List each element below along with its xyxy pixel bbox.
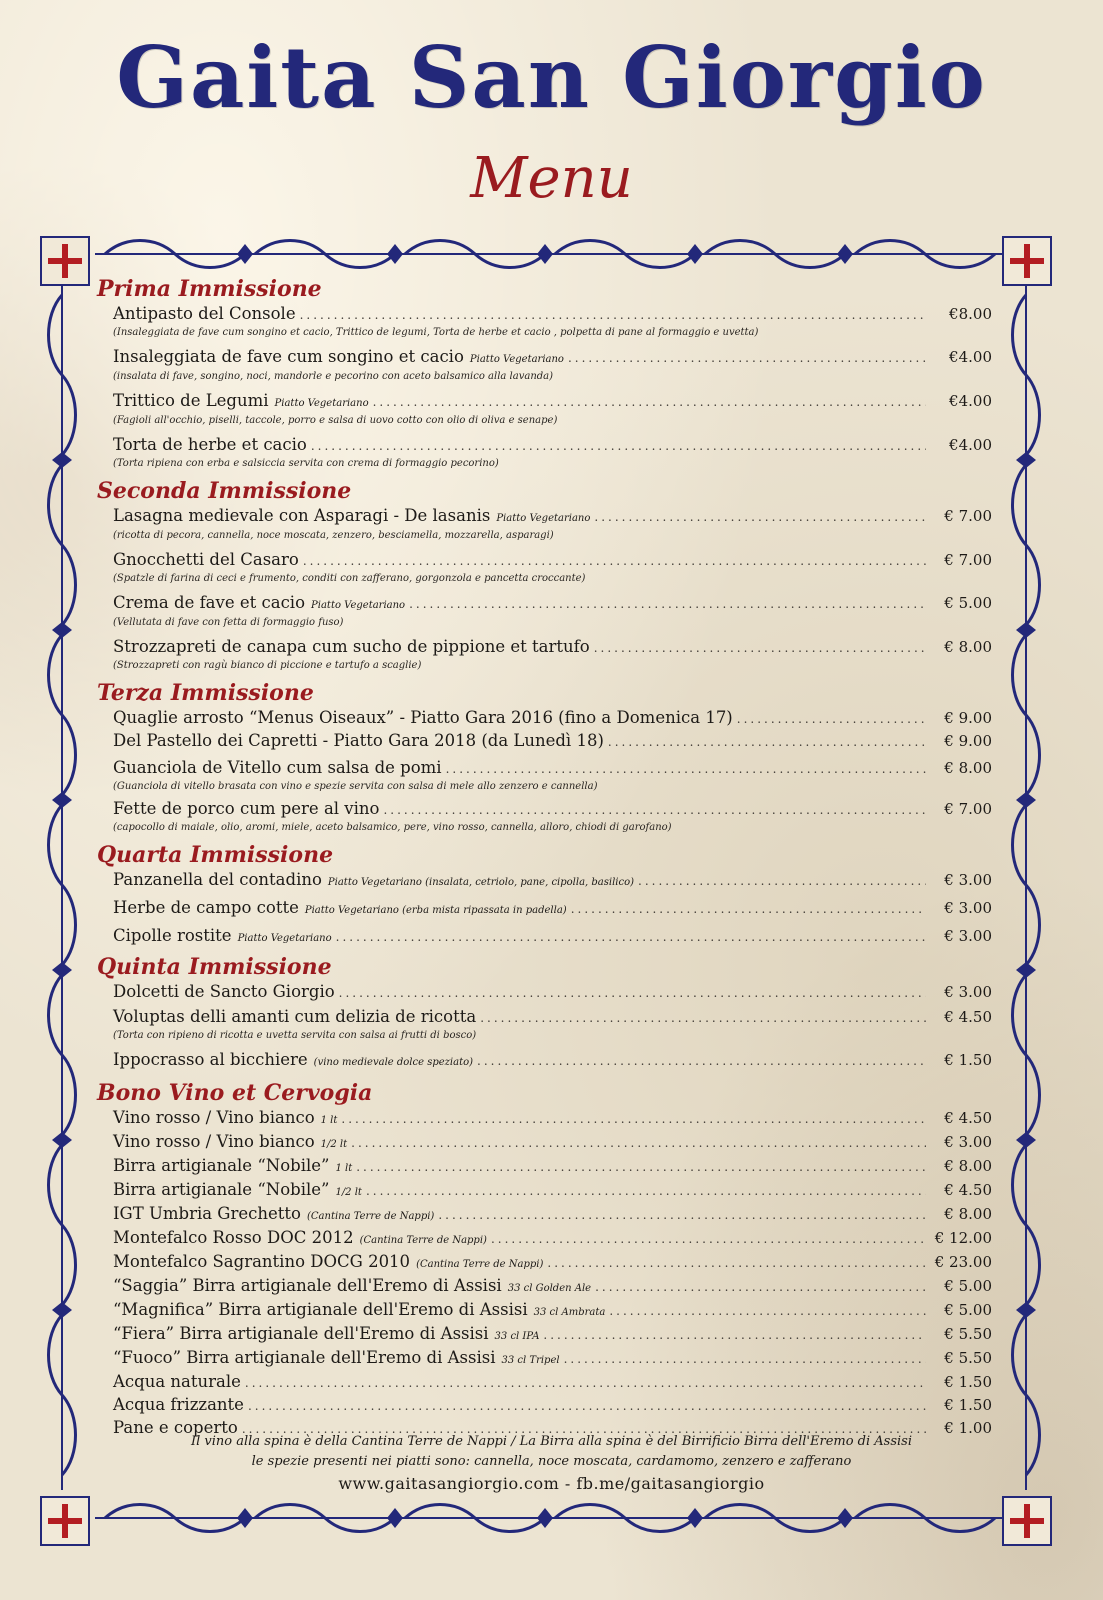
item-name: Pane e coperto: [113, 1418, 238, 1437]
item-price: € 3.00: [944, 899, 992, 917]
item-price: € 7.00: [944, 551, 992, 569]
item-price: € 8.00: [944, 1205, 992, 1223]
item-price: € 8.00: [944, 638, 992, 656]
item-name: Gnocchetti del Casaro: [113, 550, 299, 569]
item-name: Panzanella del contadino: [113, 870, 322, 889]
menu-section: [97, 953, 992, 1073]
item-name: Crema de fave et cacio: [113, 593, 306, 612]
dot-leader: [339, 983, 926, 1004]
menu-section: [97, 1079, 992, 1440]
item-name: Vino rosso / Vino bianco: [113, 1108, 315, 1127]
dot-leader: [609, 1301, 926, 1322]
item-price: € 8.00: [944, 759, 992, 777]
menu-item: [97, 869, 992, 893]
dot-leader: [480, 1008, 926, 1029]
item-name: Torta de herbe et cacio: [113, 435, 307, 454]
item-price: € 5.50: [944, 1349, 992, 1367]
bottom-ornament: [95, 1496, 1007, 1540]
cross-icon-bottom-right: [1002, 1496, 1052, 1546]
dot-leader: [594, 638, 926, 659]
menu-item: [97, 1107, 992, 1131]
menu-content: [97, 275, 992, 1440]
dot-leader: [564, 1349, 926, 1370]
item-note: 33 cl Golden Ale: [507, 1283, 592, 1294]
section-title: Bono Vino et Cervogia: [97, 1080, 373, 1106]
menu-item: [97, 1347, 992, 1371]
item-note: (vino medievale dolce speziato): [313, 1057, 474, 1068]
item-price: €4.00: [949, 436, 992, 454]
dot-leader: [568, 348, 926, 369]
dot-leader: [438, 1205, 926, 1226]
dot-leader: [491, 1229, 926, 1250]
item-price: € 3.00: [944, 927, 992, 945]
top-ornament: [95, 232, 1007, 276]
item-name: Voluptas delli amanti cum delizia de ricotta: [113, 1007, 477, 1026]
item-price: € 12.00: [934, 1229, 992, 1247]
item-name: Del Pastello dei Capretti - Piatto Gara 2018 (da Lunedì 18): [113, 731, 604, 750]
item-description: (Guanciola di vitello brasata con vino e spezie servita con salsa di mele allo zenzero e cannella): [113, 781, 598, 792]
menu-item: [97, 925, 992, 949]
item-name: IGT Umbria Grechetto: [113, 1204, 301, 1223]
item-name: Strozzapreti de canapa cum sucho de pippione et tartufo: [113, 637, 590, 656]
menu-item: [97, 1371, 992, 1394]
section-title: Terza Immissione: [97, 680, 314, 706]
item-note: Piatto Vegetariano: [311, 600, 406, 611]
item-name: Birra artigianale “Nobile”: [113, 1156, 330, 1175]
menu-item: [97, 1251, 992, 1275]
item-name: Ippocrasso al bicchiere: [113, 1050, 308, 1069]
item-note: 33 cl Ambrata: [533, 1307, 606, 1318]
menu-item: [97, 1394, 992, 1417]
menu-item: [97, 730, 992, 753]
menu-item: [97, 390, 992, 428]
item-description: (ricotta di pecora, cannella, noce moscata, zenzero, besciamella, mozzarella, asparagi): [113, 530, 554, 541]
item-name: Insaleggiata de fave cum songino et cacio: [113, 347, 464, 366]
item-note: 1/2 lt: [320, 1139, 348, 1150]
dot-leader: [356, 1157, 926, 1178]
menu-item: [97, 505, 992, 543]
item-name: Montefalco Sagrantino DOCG 2010: [113, 1252, 411, 1271]
menu-item: [97, 636, 992, 673]
dot-leader: [446, 759, 926, 780]
item-description: (Strozzapreti con ragù bianco di piccione e tartufo a scaglie): [113, 660, 422, 671]
item-price: €8.00: [949, 305, 992, 323]
item-name: Trittico de Legumi: [113, 391, 269, 410]
item-name: Dolcetti de Sancto Giorgio: [113, 982, 335, 1001]
menu-item: [97, 1131, 992, 1155]
item-price: € 4.50: [944, 1109, 992, 1127]
item-name: Antipasto del Console: [113, 304, 296, 323]
item-note: 33 cl IPA: [494, 1331, 540, 1342]
item-name: “Magnifica” Birra artigianale dell'Eremo di Assisi: [113, 1300, 528, 1319]
menu-item: [97, 1203, 992, 1227]
dot-leader: [383, 800, 926, 821]
dot-leader: [336, 927, 926, 948]
dot-leader: [477, 1051, 926, 1072]
item-note: Piatto Vegetariano: [496, 513, 591, 524]
dot-leader: [245, 1373, 926, 1394]
item-name: “Fiera” Birra artigianale dell'Eremo di Assisi: [113, 1324, 489, 1343]
menu-subtitle: Menu: [470, 146, 633, 211]
menu-item: [97, 798, 992, 835]
menu-item: [97, 1227, 992, 1251]
item-price: € 5.50: [944, 1325, 992, 1343]
item-name: Herbe de campo cotte: [113, 898, 299, 917]
dot-leader: [409, 594, 926, 615]
item-price: € 5.00: [944, 1301, 992, 1319]
menu-item: [97, 346, 992, 384]
cross-icon-bottom-left: [40, 1496, 90, 1546]
item-price: € 9.00: [944, 732, 992, 750]
dot-leader: [543, 1325, 926, 1346]
menu-item: [97, 1006, 992, 1043]
menu-item: [97, 303, 992, 340]
item-price: € 3.00: [944, 871, 992, 889]
item-price: € 9.00: [944, 709, 992, 727]
item-price: € 3.00: [944, 1133, 992, 1151]
dot-leader: [341, 1109, 926, 1130]
item-price: €4.00: [949, 348, 992, 366]
cross-icon-top-left: [40, 236, 90, 286]
item-name: Cipolle rostite: [113, 926, 232, 945]
item-note: (Cantina Terre de Nappi): [359, 1235, 487, 1246]
menu-item: [97, 1179, 992, 1203]
menu-item: [97, 434, 992, 471]
item-name: Fette de porco cum pere al vino: [113, 799, 380, 818]
dot-leader: [571, 899, 926, 920]
item-price: € 7.00: [944, 507, 992, 525]
menu-item: [97, 1155, 992, 1179]
item-price: € 8.00: [944, 1157, 992, 1175]
menu-section: [97, 679, 992, 835]
item-name: Birra artigianale “Nobile”: [113, 1180, 330, 1199]
item-note: Piatto Vegetariano: [237, 933, 332, 944]
dot-leader: [595, 1277, 926, 1298]
menu-item: [97, 1275, 992, 1299]
section-title: Prima Immissione: [97, 276, 322, 302]
item-name: “Saggia” Birra artigianale dell'Eremo di Assisi: [113, 1276, 502, 1295]
menu-item: [97, 1299, 992, 1323]
item-price: € 7.00: [944, 800, 992, 818]
item-note: Piatto Vegetariano: [274, 398, 369, 409]
menu-item: [97, 549, 992, 586]
menu-title: Gaita San Giorgio: [116, 28, 987, 127]
item-price: € 1.00: [944, 1419, 992, 1437]
item-name: Vino rosso / Vino bianco: [113, 1132, 315, 1151]
item-price: € 1.50: [944, 1051, 992, 1069]
section-title: Seconda Immissione: [97, 478, 352, 504]
dot-leader: [248, 1396, 926, 1417]
menu-item: [97, 897, 992, 921]
item-name: Montefalco Rosso DOC 2012: [113, 1228, 354, 1247]
dot-leader: [638, 871, 926, 892]
menu-item: [97, 1049, 992, 1073]
item-description: (Vellutata di fave con fetta di formaggio fuso): [113, 617, 344, 628]
dot-leader: [608, 732, 926, 753]
cross-icon-top-right: [1002, 236, 1052, 286]
item-note: Piatto Vegetariano (erba mista ripassata in padella): [304, 905, 567, 916]
item-note: Piatto Vegetariano (insalata, cetriolo, pane, cipolla, basilico): [327, 877, 635, 888]
dot-leader: [300, 305, 926, 326]
item-description: (Insaleggiata de fave cum songino et cacio, Trittico de legumi, Torta de herbe et cacio , polpetta di pane al formaggio e uvetta): [113, 327, 759, 338]
item-description: (capocollo di maiale, olio, aromi, miele, aceto balsamico, pere, vino rosso, cannella, alloro, chiodi di garofano): [113, 822, 672, 833]
dot-leader: [737, 709, 926, 730]
dot-leader: [373, 392, 926, 413]
menu-item: [97, 757, 992, 794]
item-price: € 3.00: [944, 983, 992, 1001]
item-name: Acqua frizzante: [113, 1395, 244, 1414]
footer-note-drinks: Il vino alla spina è della Cantina Terre de Nappi / La Birra alla spina è del Birrificio Birra dell'Eremo di Assisi: [190, 1434, 913, 1449]
item-price: €4.00: [949, 392, 992, 410]
item-name: Lasagna medievale con Asparagi - De lasanis: [113, 506, 491, 525]
footer-note-spices: le spezie presenti nei piatti sono: cannella, noce moscata, cardamomo, zenzero e zafferano: [251, 1454, 852, 1469]
right-ornament: [1004, 285, 1048, 1490]
footer-links[interactable]: www.gaitasangiorgio.com - fb.me/gaitasangiorgio: [338, 1474, 765, 1493]
item-note: (Cantina Terre de Nappi): [416, 1259, 544, 1270]
item-price: € 1.50: [944, 1396, 992, 1414]
item-price: € 4.50: [944, 1008, 992, 1026]
item-description: (Torta con ripieno di ricotta e uvetta servita con salsa ai frutti di bosco): [113, 1030, 477, 1041]
item-note: (Cantina Terre de Nappi): [306, 1211, 435, 1222]
item-note: 1 lt: [335, 1163, 353, 1174]
dot-leader: [303, 551, 926, 572]
item-name: Quaglie arrosto “Menus Oiseaux” - Piatto Gara 2016 (fino a Domenica 17): [113, 708, 733, 727]
menu-section: [97, 477, 992, 673]
item-note: Piatto Vegetariano: [469, 354, 564, 365]
item-note: 1/2 lt: [335, 1187, 362, 1198]
menu-item: [97, 981, 992, 1004]
dot-leader: [366, 1181, 926, 1202]
dot-leader: [594, 507, 926, 528]
left-ornament: [40, 285, 84, 1490]
item-note: 1 lt: [320, 1115, 338, 1126]
item-price: € 5.00: [944, 594, 992, 612]
section-title: Quarta Immissione: [97, 842, 334, 868]
item-price: € 4.50: [944, 1181, 992, 1199]
item-description: (Torta ripiena con erba e salsiccia servita con crema di formaggio pecorino): [113, 458, 499, 469]
item-note: 33 cl Tripel: [501, 1355, 560, 1366]
item-price: € 23.00: [934, 1253, 992, 1271]
item-description: (Spatzle di farina di ceci e frumento, conditi con zafferano, gorgonzola e pancetta croccante): [113, 573, 586, 584]
menu-section: [97, 841, 992, 949]
menu-item: [97, 1323, 992, 1347]
item-name: Guanciola de Vitello cum salsa de pomi: [113, 758, 442, 777]
menu-item: [97, 592, 992, 630]
item-name: “Fuoco” Birra artigianale dell'Eremo di Assisi: [113, 1348, 496, 1367]
item-name: Acqua naturale: [113, 1372, 241, 1391]
item-price: € 1.50: [944, 1373, 992, 1391]
dot-leader: [547, 1253, 926, 1274]
item-description: (Fagioli all'occhio, piselli, taccole, porro e salsa di uovo cotto con olio di oliva e senape): [113, 415, 558, 426]
dot-leader: [351, 1133, 926, 1154]
dot-leader: [311, 436, 926, 457]
item-price: € 5.00: [944, 1277, 992, 1295]
section-title: Quinta Immissione: [97, 954, 332, 980]
menu-item: [97, 707, 992, 730]
menu-section: [97, 275, 992, 471]
item-description: (insalata di fave, songino, noci, mandorle e pecorino con aceto balsamico alla lavanda): [113, 371, 554, 382]
